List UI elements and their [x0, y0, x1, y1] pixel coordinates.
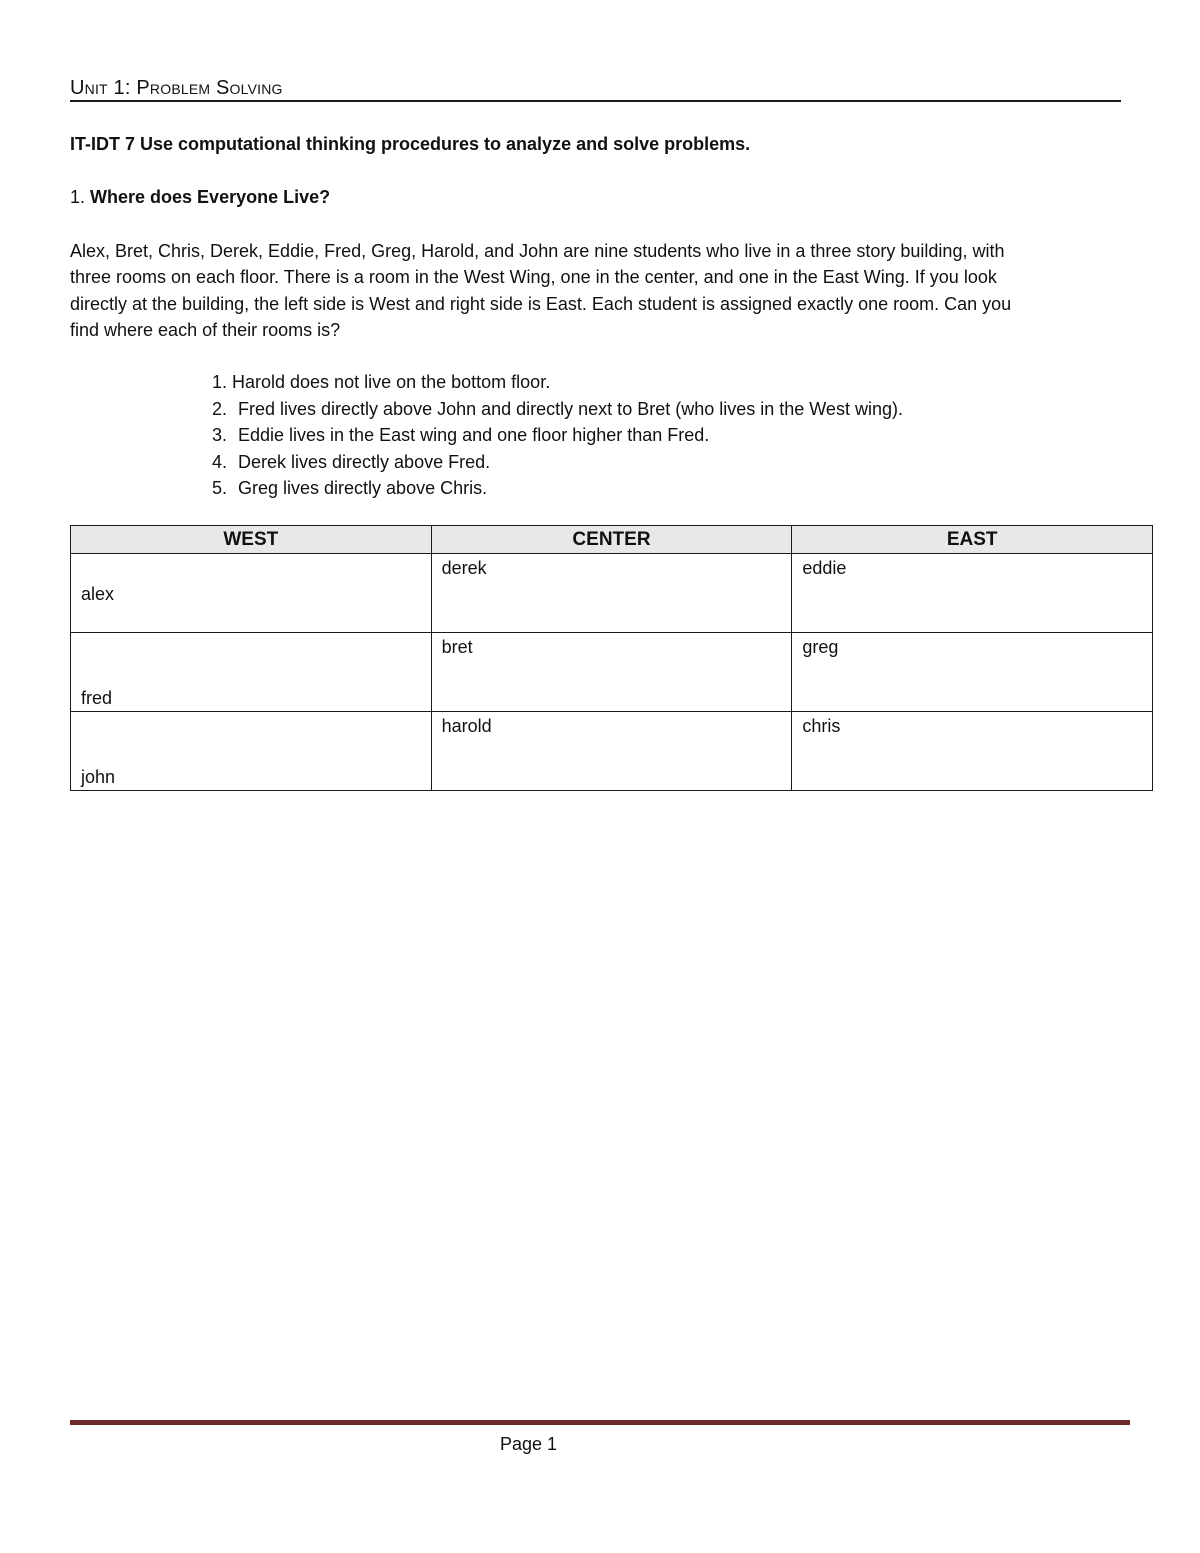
- table-row: [71, 554, 1153, 633]
- clue-list: [212, 369, 903, 502]
- unit-title: Unit 1: Problem Solving: [70, 77, 283, 99]
- header-west: WEST: [71, 526, 432, 554]
- table-row: [71, 712, 1153, 791]
- question-number: 1.: [70, 187, 86, 207]
- intro-line: find where each of their rooms is?: [70, 319, 341, 340]
- clue-number: 5.: [212, 478, 228, 498]
- table-cell[interactable]: [431, 554, 792, 633]
- intro-line: directly at the building, the left side is West and right side is East. Each student is assigned exactly one room. Can you: [70, 293, 1012, 314]
- unit-header: [70, 76, 1121, 102]
- question-title: Where does Everyone Live?: [90, 187, 331, 207]
- header-center: CENTER: [431, 526, 792, 554]
- clue-text: Harold does not live on the bottom floor.: [232, 372, 551, 392]
- table-cell[interactable]: [71, 554, 432, 633]
- cell-value: john: [81, 767, 116, 787]
- cell-value: chris: [802, 716, 841, 736]
- intro-line: three rooms on each floor. There is a room in the West Wing, one in the center, and one in the East Wing. If you look: [70, 267, 997, 288]
- footer-divider: [70, 1420, 1130, 1425]
- clue-number: 3.: [212, 425, 228, 445]
- clue-number: 1.: [212, 372, 228, 392]
- table-cell[interactable]: [431, 712, 792, 791]
- clue-item: [212, 422, 903, 449]
- clue-text: Eddie lives in the East wing and one floor higher than Fred.: [238, 425, 710, 445]
- clue-text: Greg lives directly above Chris.: [238, 478, 488, 498]
- table-header-row: [71, 526, 1153, 554]
- cell-value: alex: [81, 584, 115, 604]
- intro-paragraph: [70, 238, 1120, 343]
- clue-text: Fred lives directly above John and directly next to Bret (who lives in the West wing).: [238, 398, 903, 419]
- building-grid-table: [70, 525, 1153, 791]
- cell-value: harold: [441, 716, 492, 736]
- cell-value: eddie: [802, 558, 847, 578]
- table-cell[interactable]: [792, 712, 1153, 791]
- cell-value: derek: [441, 558, 487, 578]
- clue-item: [212, 369, 903, 396]
- cell-value: bret: [441, 637, 473, 657]
- intro-line: Alex, Bret, Chris, Derek, Eddie, Fred, Greg, Harold, and John are nine students who live in a three story building, with: [70, 241, 1005, 261]
- table-cell[interactable]: [792, 633, 1153, 712]
- clue-number: 2.: [212, 398, 228, 419]
- clue-number: 4.: [212, 451, 228, 472]
- table-cell[interactable]: [71, 633, 432, 712]
- clue-item: [212, 396, 903, 423]
- clue-item: [212, 449, 903, 476]
- page-number: Page 1: [500, 1434, 558, 1454]
- clue-item: [212, 475, 903, 502]
- table-cell[interactable]: [431, 633, 792, 712]
- standard-statement: IT-IDT 7 Use computational thinking procedures to analyze and solve problems.: [70, 134, 751, 154]
- cell-value: fred: [81, 688, 113, 708]
- table-cell[interactable]: [71, 712, 432, 791]
- table-cell[interactable]: [792, 554, 1153, 633]
- clue-text: Derek lives directly above Fred.: [238, 451, 491, 472]
- cell-value: greg: [802, 637, 839, 657]
- header-east: EAST: [792, 526, 1153, 554]
- question-heading: [70, 185, 330, 209]
- table-row: [71, 633, 1153, 712]
